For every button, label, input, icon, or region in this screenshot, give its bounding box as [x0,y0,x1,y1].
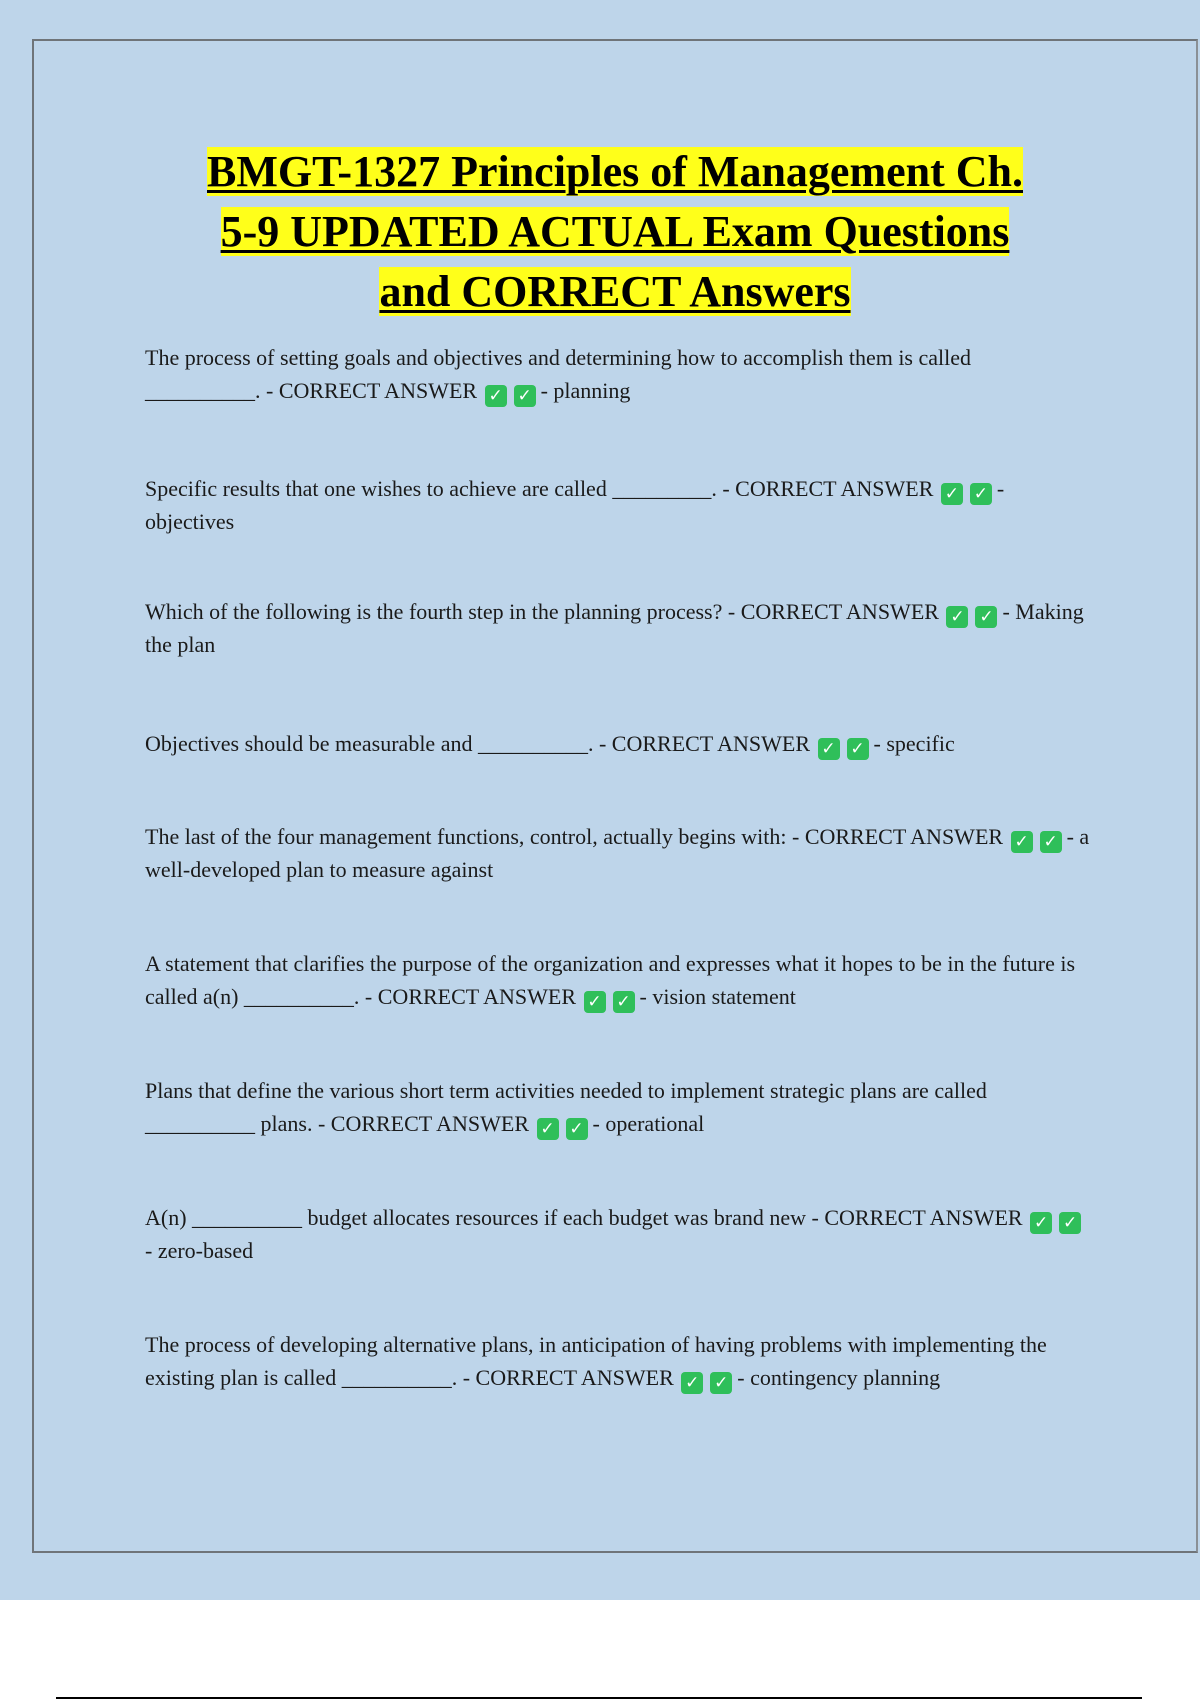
check-mark-icon: ✓ [1040,831,1062,853]
qa-item-3 [145,595,1090,661]
answer-text: - zero-based [145,1238,254,1263]
answer-text: - vision statement [639,984,796,1009]
answer-text: - Making the plan [145,599,1084,657]
question-text: Which of the following is the fourth step in the planning process? - CORRECT ANSWER [145,599,939,624]
footer-rule [56,1697,1142,1699]
check-mark-icon: ✓ [566,1118,588,1140]
question-text: A(n) __________ budget allocates resources if each budget was brand new - CORRECT ANSWER [145,1205,1023,1230]
check-mark-icon: ✓ [970,483,992,505]
qa-item-6 [145,947,1090,1013]
check-mark-icon: ✓ [1059,1212,1081,1234]
qa-item-5 [145,820,1090,886]
check-mark-icon: ✓ [975,606,997,628]
check-mark-icon: ✓ [1030,1212,1052,1234]
qa-item-9 [145,1328,1090,1394]
check-mark-icon: ✓ [946,606,968,628]
question-text: The process of developing alternative plans, in anticipation of having problems with implementing the existing plan is called __________. - CORRECT ANSWER [145,1332,1047,1390]
check-mark-icon: ✓ [613,991,635,1013]
qa-item-7 [145,1074,1090,1140]
check-mark-icon: ✓ [584,991,606,1013]
check-mark-icon: ✓ [941,483,963,505]
question-text: Specific results that one wishes to achieve are called _________. - CORRECT ANSWER [145,476,934,501]
qa-item-1 [145,341,1090,407]
question-text: Objectives should be measurable and __________. - CORRECT ANSWER [145,731,811,756]
question-text: The process of setting goals and objectives and determining how to accomplish them is called __________. - CORRECT ANSWER [145,345,972,403]
answer-text: - objectives [145,476,1005,534]
title-line-3: and CORRECT Answers [379,267,851,316]
check-mark-icon: ✓ [818,738,840,760]
question-text: The last of the four management functions, control, actually begins with: - CORRECT ANSWER [145,824,1004,849]
check-mark-icon: ✓ [681,1372,703,1394]
qa-item-8 [145,1201,1090,1267]
check-mark-icon: ✓ [485,385,507,407]
check-mark-icon: ✓ [537,1118,559,1140]
answer-text: - contingency planning [737,1365,941,1390]
answer-text: - specific [873,731,955,756]
question-text: A statement that clarifies the purpose of the organization and expresses what it hopes to be in the future is called a(n) __________. - CORRECT ANSWER [145,951,1076,1009]
check-mark-icon: ✓ [1011,831,1033,853]
title-line-1: BMGT-1327 Principles of Management Ch. [207,147,1023,196]
answer-text: - a well-developed plan to measure against [145,824,1090,882]
check-mark-icon: ✓ [514,385,536,407]
qa-item-4 [145,727,1090,760]
check-mark-icon: ✓ [847,738,869,760]
qa-item-2 [145,472,1090,538]
title-line-2: 5-9 UPDATED ACTUAL Exam Questions [220,207,1010,256]
check-mark-icon: ✓ [710,1372,732,1394]
answer-text: - operational [592,1111,705,1136]
document-title [120,142,1110,322]
answer-text: - planning [540,378,631,403]
question-text: Plans that define the various short term activities needed to implement strategic plans are called __________ plans. - CORRECT ANSWER [145,1078,987,1136]
